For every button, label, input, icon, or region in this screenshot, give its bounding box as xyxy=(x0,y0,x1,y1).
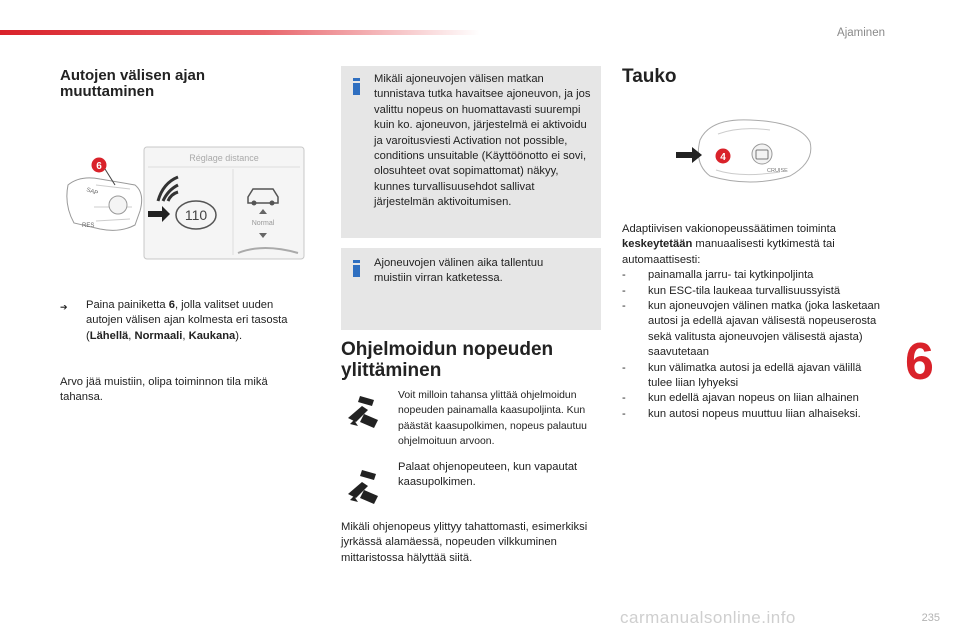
chapter-number: 6 xyxy=(905,333,934,391)
list-item: - kun edellä ajavan nopeus on liian alhainen xyxy=(622,392,859,405)
list-item: - kun autosi nopeus muuttuu liian alhaiseksi. xyxy=(622,407,861,420)
pedal-press-text: Voit milloin tahansa ylittää ohjelmoidun nopeuden painamalla kaasupoljinta. Kun päästät kaasupolkimen, nopeus palautuu ohjelmoituun arvoon. xyxy=(398,390,587,448)
pause-description xyxy=(622,222,887,422)
svg-text:SAP: SAP xyxy=(85,187,99,197)
overspeed-warning: Mikäli ohjenopeus ylittyy tahattomasti, esimerkiksi jyrkässä alamäessä, nopeuden vilkkuminen mittaristossa hälyttää siitä. xyxy=(341,521,588,564)
svg-text:Normal: Normal xyxy=(251,220,275,227)
list-item: - kun ESC-tila laukeaa turvallisuussyistä xyxy=(622,284,841,297)
pause-intro: Adaptiivisen vakionopeussäätimen toiminta keskeytetään manuaalisesti kytkimestä tai automaattisesti: xyxy=(622,223,836,266)
page-number: 235 xyxy=(921,612,940,624)
override-heading: Ohjelmoidun nopeuden ylittäminen xyxy=(341,339,554,381)
steering-control-illustration xyxy=(60,145,310,263)
info-box-memory: Ajoneuvojen välinen aika tallentuu muistiin virran katketessa. xyxy=(341,248,601,330)
svg-text:RES: RES xyxy=(82,223,95,229)
distance-instruction: ➔ Paina painiketta 6, jolla valitset uuden autojen välisen ajan kolmesta eri tasosta (Lähellä, Normaali, Kaukana). xyxy=(60,298,310,344)
list-item: - painamalla jarru- tai kytkinpoljinta xyxy=(622,269,814,282)
svg-text:6: 6 xyxy=(96,161,102,172)
arrow-bullet-icon: ➔ xyxy=(60,302,68,312)
svg-text:CRUISE: CRUISE xyxy=(767,168,788,174)
header-accent-bar xyxy=(0,30,480,35)
svg-text:4: 4 xyxy=(720,152,726,163)
info-box-radar: Mikäli ajoneuvojen välisen matkan tunnistava tutka havaitsee ajoneuvon, ja jos valittu nopeus on huomattavasti suurempi kuin ko. ajoneuvon, järjestelmä ei aktivoidu ja varoitusviesti Activation not possible, conditions unsuitable (Käyttöönotto ei sovi, olosuhteet ovat sopimattomat) näkyy, kunnes turvallisuusehdot sallivat järjestelmän aktivoitumisen. xyxy=(341,66,601,238)
pedal-press-icon xyxy=(344,392,384,432)
info-icon xyxy=(353,78,361,95)
pause-heading: Tauko xyxy=(622,66,677,87)
cruise-stalk-figure xyxy=(670,112,820,190)
svg-text:Réglage distance: Réglage distance xyxy=(189,153,259,163)
memory-note: Arvo jää muistiin, olipa toiminnon tila mikä tahansa. xyxy=(60,376,268,404)
distance-setting-figure xyxy=(60,145,310,263)
list-item: - kun ajoneuvojen välinen matka (joka lasketaan autosi ja edellä ajavan välisestä nopeuserosta sekä valitusta ajoneuvojen välisestä ajasta) saavutetaan xyxy=(622,300,880,359)
left-heading: Autojen välisen ajan muuttaminen xyxy=(60,67,206,100)
section-title: Ajaminen xyxy=(837,27,885,39)
svg-text:110: 110 xyxy=(184,207,208,223)
pedal-release-icon xyxy=(344,468,384,508)
list-item: - kun välimatka autosi ja edellä ajavan välillä tulee liian lyhyeksi xyxy=(622,361,862,390)
watermark: carmanualsonline.info xyxy=(620,608,796,627)
info-icon xyxy=(353,260,361,277)
pedal-release-text: Palaat ohjenopeuteen, kun vapautat kaasupolkimen. xyxy=(398,461,578,489)
